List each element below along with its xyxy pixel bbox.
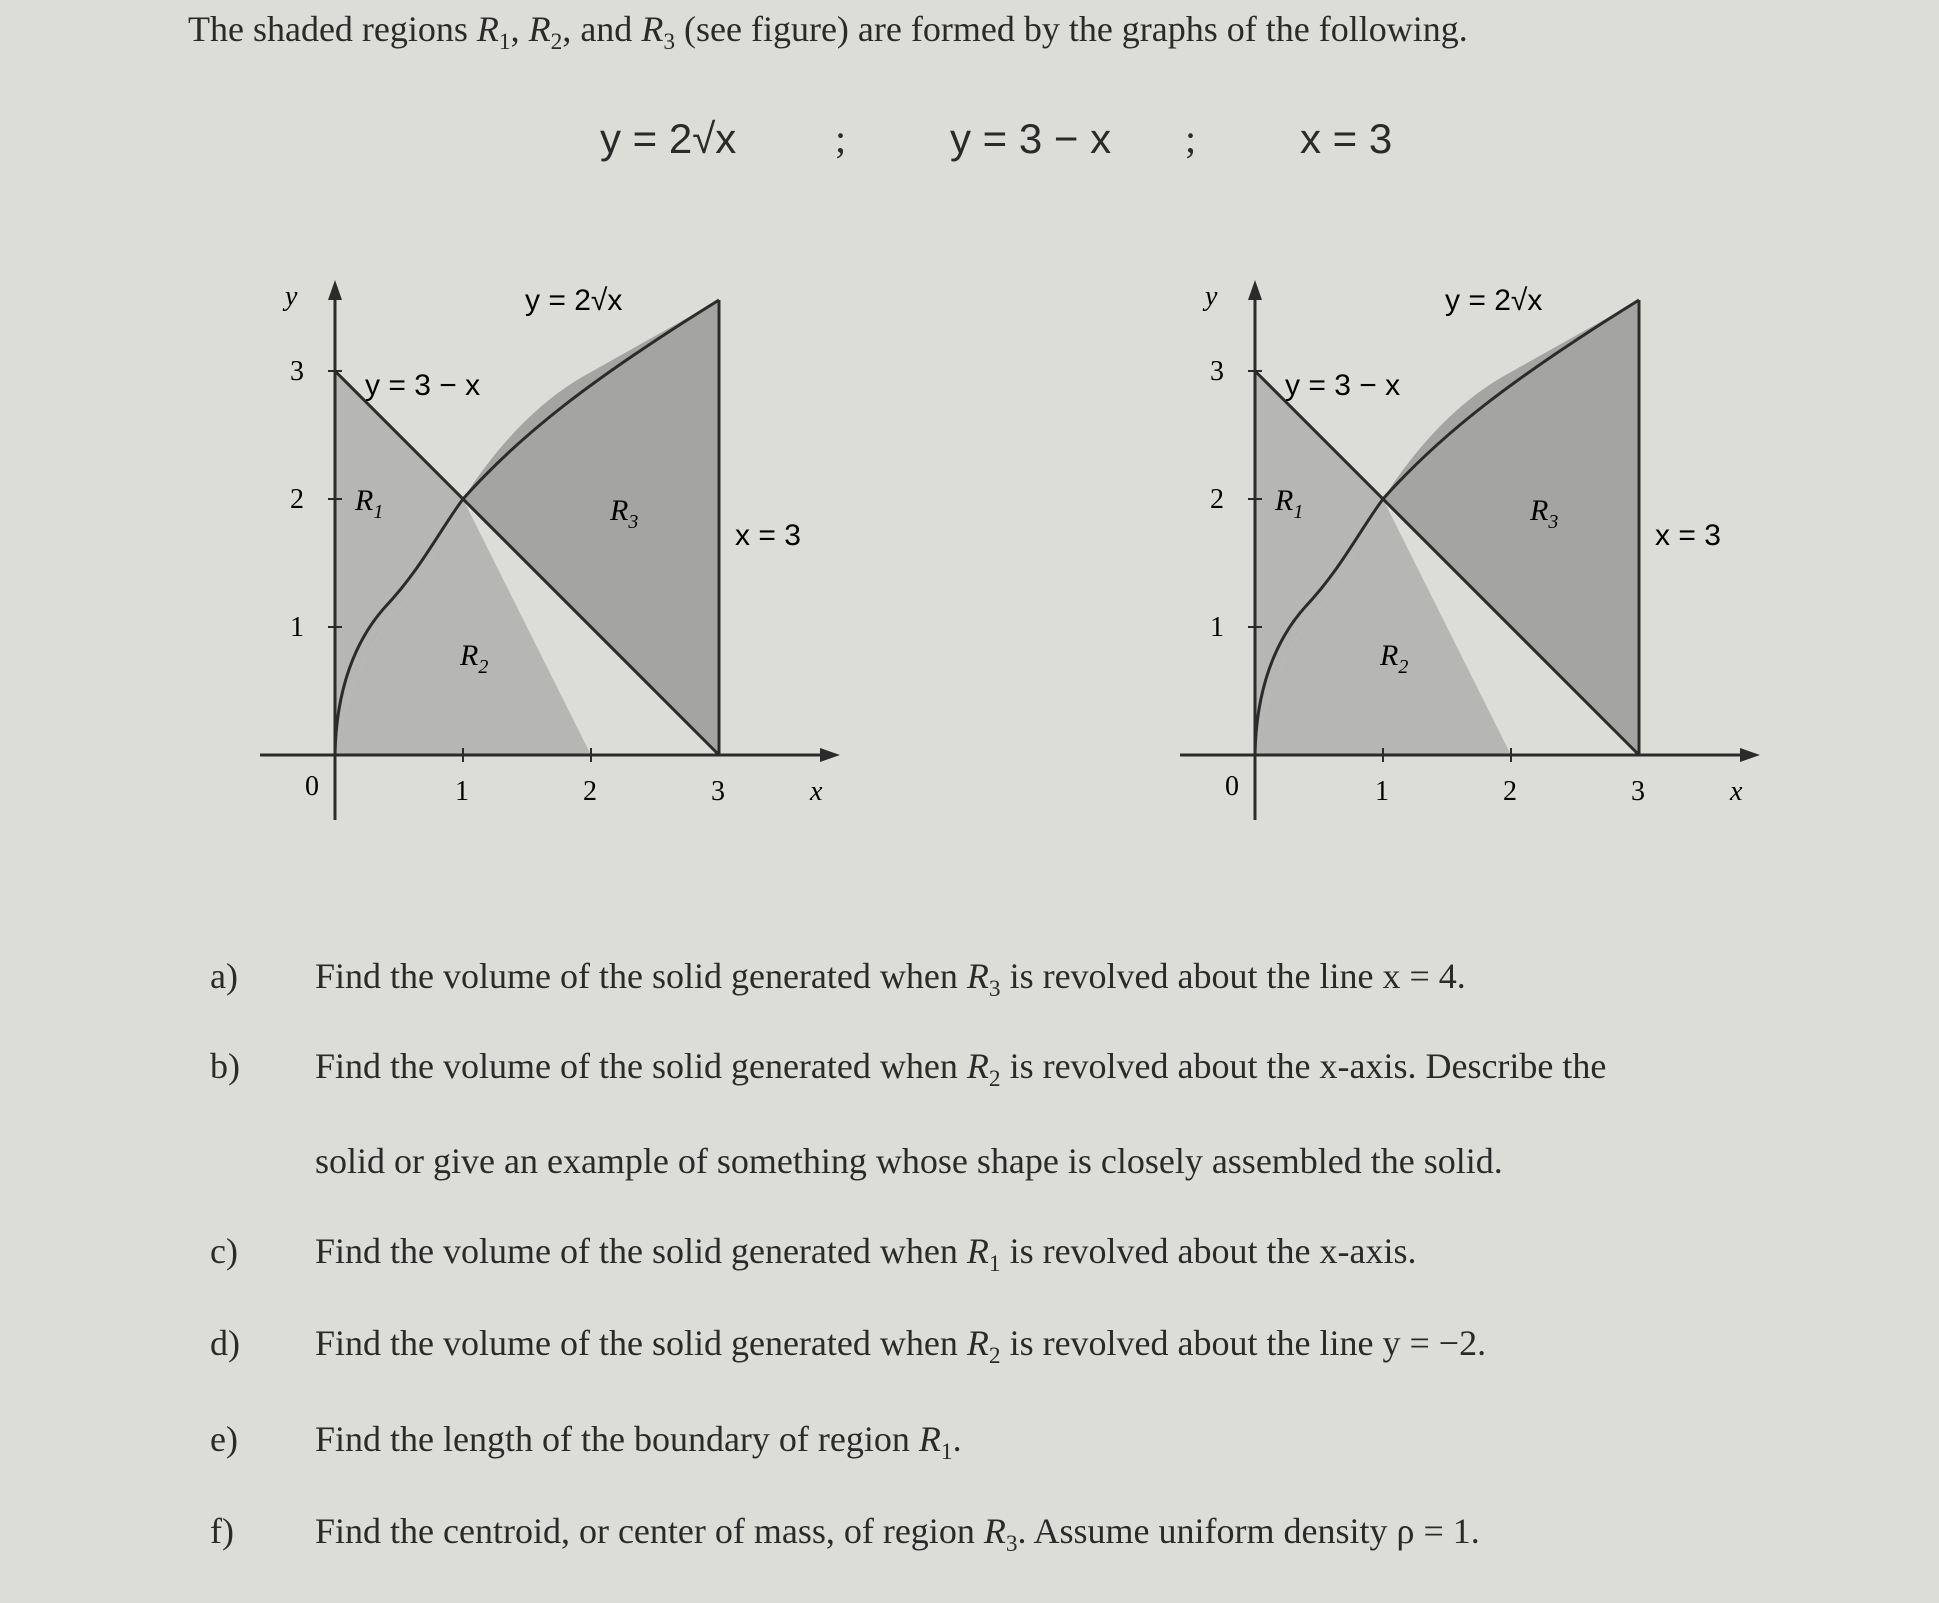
equation-vertical: x = 3 [1300, 115, 1393, 162]
question-b-continued [0, 1140, 1939, 1200]
question-text: Find the volume of the solid generated when $R_1$ is revolved about the x-axis. [315, 1231, 1417, 1278]
y-axis-label: y [1205, 281, 1218, 312]
x-tick-label: 2 [1503, 776, 1517, 807]
vertical-label: x = 3 [735, 519, 801, 552]
x-axis-arrow [1740, 748, 1760, 762]
question-text: Find the length of the boundary of region $R_1$. [315, 1419, 962, 1466]
equation-separator: ; [1185, 116, 1197, 161]
y-axis-label: y [285, 281, 298, 312]
y-tick-label: 3 [290, 356, 304, 387]
vertical-label: x = 3 [1655, 519, 1721, 552]
region-label-r2: $R_2$ [1380, 639, 1409, 678]
x-axis-label: x [810, 776, 823, 807]
curve-label: y = 2√x [525, 284, 623, 317]
figure-right-svg [1180, 270, 1780, 850]
x-tick-label: 0 [305, 771, 319, 802]
figure-right [1180, 270, 1780, 850]
x-tick-label: 1 [455, 776, 469, 807]
question-e [0, 1418, 1939, 1478]
question-label: d) [210, 1323, 240, 1363]
question-d [0, 1322, 1939, 1382]
equation-separator: ; [835, 116, 847, 161]
equation-curve: y = 2√x [600, 115, 737, 162]
y-tick-label: 2 [1210, 484, 1224, 515]
question-text: solid or give an example of something whose shape is closely assembled the solid. [315, 1141, 1503, 1181]
question-text: Find the volume of the solid generated when $R_2$ is revolved about the line y = −2. [315, 1323, 1487, 1370]
y-tick-label: 2 [290, 484, 304, 515]
y-tick-label: 1 [290, 612, 304, 643]
question-label: a) [210, 956, 238, 996]
region-label-r2: $R_2$ [460, 639, 489, 678]
x-tick-label: 3 [711, 776, 725, 807]
question-b [0, 1045, 1939, 1105]
x-tick-label: 1 [1375, 776, 1389, 807]
curve-label: y = 2√x [1445, 284, 1543, 317]
equation-line: y = 3 − x [950, 115, 1112, 162]
question-label: e) [210, 1419, 238, 1459]
figure-left-svg [260, 270, 860, 850]
region-label-r1: $R_1$ [355, 484, 384, 523]
y-axis-arrow [1248, 280, 1262, 300]
x-axis-arrow [820, 748, 840, 762]
question-text: Find the volume of the solid generated when $R_3$ is revolved about the line x = 4. [315, 956, 1466, 1003]
question-text: Find the volume of the solid generated when $R_2$ is revolved about the x-axis. Describe the [315, 1046, 1607, 1093]
y-tick-label: 3 [1210, 356, 1224, 387]
question-label: b) [210, 1046, 240, 1086]
line-label: y = 3 − x [1285, 369, 1401, 402]
x-tick-label: 3 [1631, 776, 1645, 807]
y-axis-arrow [328, 280, 342, 300]
question-text: Find the centroid, or center of mass, of region $R_3$. Assume uniform density ρ = 1. [315, 1511, 1480, 1558]
x-tick-label: 2 [583, 776, 597, 807]
question-label: f) [210, 1511, 234, 1551]
intro-text: The shaded regions $R_1$, $R_2$, and $R_3$ (see figure) are formed by the graphs of the following. [188, 9, 1468, 56]
y-tick-label: 1 [1210, 612, 1224, 643]
question-label: c) [210, 1231, 238, 1271]
question-f [0, 1510, 1939, 1570]
region-label-r3: $R_3$ [1530, 494, 1559, 533]
x-axis-label: x [1730, 776, 1743, 807]
x-tick-label: 0 [1225, 771, 1239, 802]
equations-row [0, 115, 1939, 175]
question-c [0, 1230, 1939, 1290]
region-label-r1: $R_1$ [1275, 484, 1304, 523]
question-a [0, 955, 1939, 1015]
line-label: y = 3 − x [365, 369, 481, 402]
figure-left [260, 270, 860, 850]
region-label-r3: $R_3$ [610, 494, 639, 533]
